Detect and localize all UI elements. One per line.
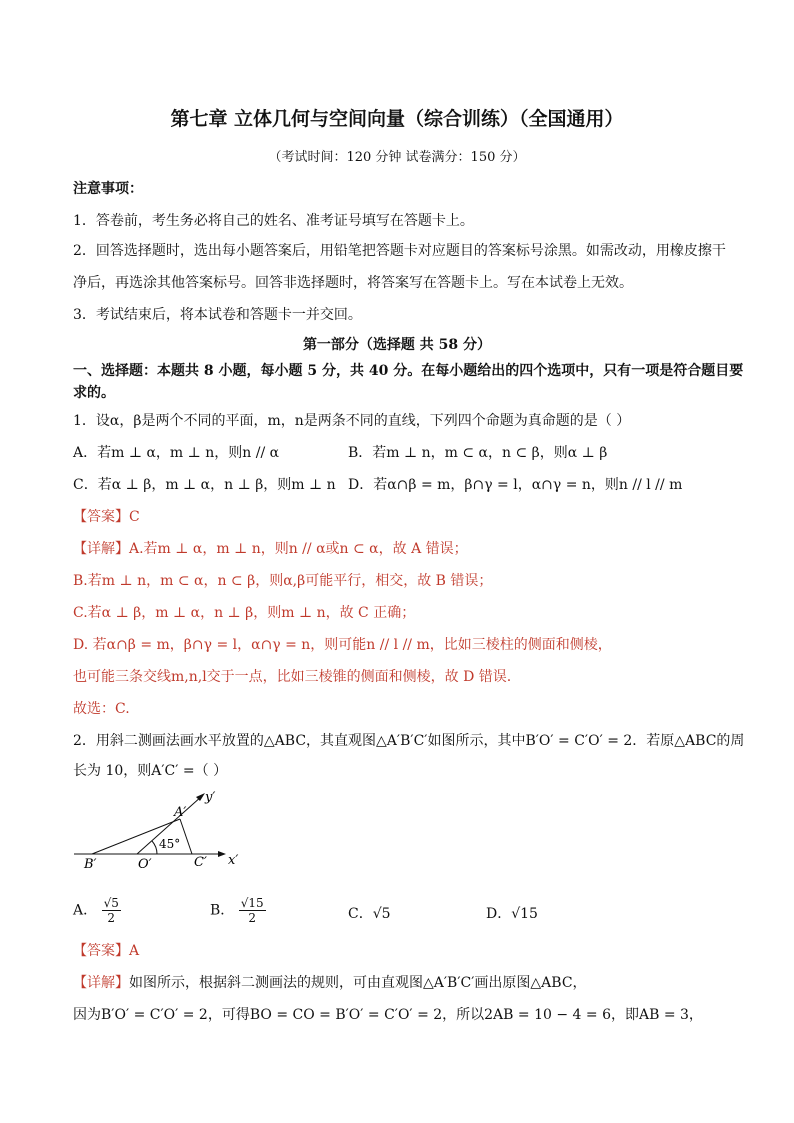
notice-item-2-cont: 净后，再选涂其他答案标号。回答非选择题时，将答案写在答题卡上。写在本试卷上无效。 — [73, 275, 633, 291]
exam-info: （考试时间：120 分钟 试卷满分：150 分） — [268, 150, 526, 165]
q2-option-a-fraction — [102, 896, 121, 925]
q2-option-a-label: A． — [73, 902, 98, 919]
angle-label: 45° — [159, 837, 181, 851]
q1-answer: 【答案】C — [73, 509, 140, 525]
q1-explain-3: C.若α ⊥ β，m ⊥ α，n ⊥ β，则m ⊥ n，故 C 正确； — [73, 605, 416, 621]
notice-heading: 注意事项： — [73, 181, 143, 197]
q1-option-c: C．若α ⊥ β，m ⊥ α，n ⊥ β，则m ⊥ n — [73, 477, 336, 493]
part1-heading: 第一部分（选择题 共 58 分） — [302, 337, 492, 353]
question-2-stem: 2．用斜二测画法画水平放置的△ABC，其直观图△A′B′C′如图所示，其中B′O′ = C′O′ = 2．若原△ABC的周 — [73, 733, 745, 749]
oblique-projection-figure — [68, 786, 258, 872]
q1-option-d: D．若α∩β = m，β∩γ = l，α∩γ = n，则n // l // m — [348, 477, 683, 493]
y-axis-label: y′ — [205, 790, 216, 805]
q2-option-b-fraction — [239, 896, 266, 925]
section1-intro: 一、选择题：本题共 8 小题，每小题 5 分，共 40 分。在每小题给出的四个选项中，只有一项是符合题目要 — [73, 363, 744, 379]
q2-option-a-denominator: 2 — [107, 911, 116, 925]
question-1-stem: 1．设α，β是两个不同的平面，m，n是两条不同的直线，下列四个命题为真命题的是（ ） — [73, 413, 631, 429]
q1-explain-2: B.若m ⊥ n，m ⊂ α，n ⊂ β，则α,β可能平行，相交，故 B 错误； — [73, 573, 493, 589]
q2-explain-2: 因为B′O′ = C′O′ = 2，可得BO = CO = B′O′ = C′O′ = 2，所以2AB = 10 − 4 = 6，即AB = 3， — [73, 1007, 703, 1023]
q1-explain-1: 【详解】A.若m ⊥ α，m ⊥ n，则n // α或n ⊂ α，故 A 错误； — [73, 541, 468, 557]
q1-explain-5: 也可能三条交线m,n,l交于一点，比如三棱锥的侧面和侧棱，故 D 错误. — [73, 669, 512, 685]
q2-explain-1: 【详解】如图所示，根据斜二测画法的规则，可由直观图△A′B′C′画出原图△ABC， — [73, 975, 587, 991]
q1-option-a: A．若m ⊥ α，m ⊥ n，则n // α — [73, 445, 280, 461]
page-title: 第七章 立体几何与空间向量（综合训练）（全国通用） — [170, 108, 624, 130]
notice-item-3: 3．考试结束后，将本试卷和答题卡一并交回。 — [73, 307, 362, 323]
q2-option-b-label: B． — [210, 902, 235, 919]
q1-explain-4: D. 若α∩β = m，β∩γ = l，α∩γ = n，则可能n // l // m，比如三棱柱的侧面和侧棱， — [73, 637, 612, 653]
section1-intro-cont: 求的。 — [73, 385, 115, 401]
question-2-stem-cont: 长为 10，则A′C′ =（ ） — [73, 763, 228, 779]
q2-option-d: D．√15 — [486, 906, 538, 922]
point-b-label: B′ — [84, 857, 97, 872]
angle-arc — [152, 841, 157, 854]
q2-option-b — [210, 896, 266, 925]
q1-conclusion: 故选：C. — [73, 701, 130, 717]
notice-item-2: 2．回答选择题时，选出每小题答案后，用铅笔把答题卡对应题目的答案标号涂黑。如需改动，用橡皮擦干 — [73, 243, 726, 259]
q2-option-b-denominator: 2 — [248, 911, 257, 925]
point-c-label: C′ — [194, 855, 207, 870]
x-axis-label: x′ — [228, 853, 239, 868]
point-o-label: O′ — [138, 857, 152, 872]
q2-option-a — [73, 896, 121, 925]
notice-item-1: 1．答卷前，考生务必将自己的姓名、准考证号填写在答题卡上。 — [73, 213, 474, 229]
x-axis-arrow — [218, 851, 226, 857]
q2-answer: 【答案】A — [73, 943, 140, 959]
segment-a-c — [180, 819, 192, 854]
point-a-label: A′ — [174, 805, 187, 820]
q2-option-a-numerator: √5 — [103, 896, 119, 910]
q2-option-b-numerator: √15 — [240, 896, 264, 910]
q2-option-c: C．√5 — [348, 906, 391, 922]
q2-explain-tag: 【详解】 — [73, 975, 129, 991]
q1-option-b: B．若m ⊥ n，m ⊂ α，n ⊂ β，则α ⊥ β — [348, 445, 608, 461]
